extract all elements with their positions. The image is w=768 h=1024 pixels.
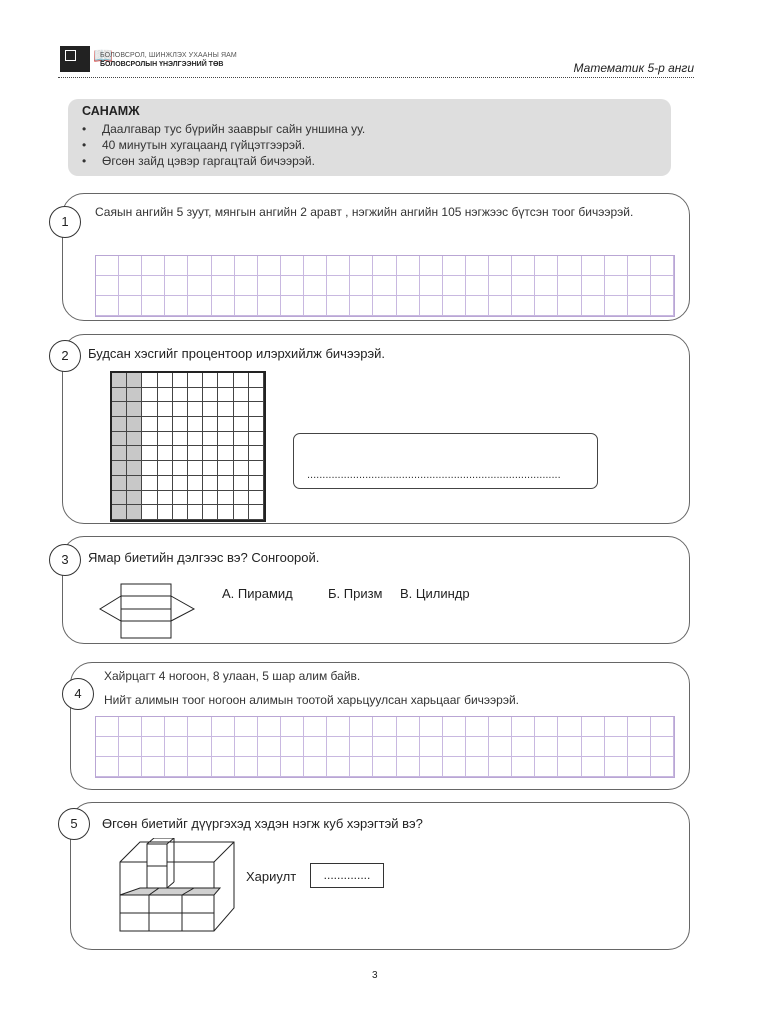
grid-cell[interactable]: [258, 757, 281, 777]
shaded-cell: [112, 505, 127, 520]
grid-cell[interactable]: [119, 737, 142, 757]
shaded-cell: [127, 417, 142, 432]
org-name-line1: БОЛОВСРОЛ, ШИНЖЛЭХ УХААНЫ ЯАМ: [100, 52, 237, 59]
grid-cell[interactable]: [350, 757, 373, 777]
grid-cell[interactable]: [96, 717, 119, 737]
grid-cell[interactable]: [420, 296, 443, 316]
shaded-cell: [112, 417, 127, 432]
grid-cell[interactable]: [142, 737, 165, 757]
grid-cell[interactable]: [235, 276, 258, 296]
grid-cell[interactable]: [651, 276, 674, 296]
question-text: Саяын ангийн 5 зуут, мянгын ангийн 2 аравт , нэгжийн ангийн 105 нэгжээс бүтсэн тоог бичээрэй.: [95, 205, 634, 219]
unshaded-cell: [234, 388, 249, 403]
unshaded-cell: [173, 446, 188, 461]
grid-cell[interactable]: [96, 737, 119, 757]
grid-cell[interactable]: [558, 737, 581, 757]
grid-cell[interactable]: [165, 717, 188, 737]
unshaded-cell: [158, 491, 173, 506]
unshaded-cell: [234, 461, 249, 476]
grid-cell[interactable]: [512, 256, 535, 276]
unshaded-cell: [142, 461, 157, 476]
grid-cell[interactable]: [443, 717, 466, 737]
grid-cell[interactable]: [281, 256, 304, 276]
grid-cell[interactable]: [212, 256, 235, 276]
grid-cell[interactable]: [373, 757, 396, 777]
unshaded-cell: [234, 476, 249, 491]
grid-cell[interactable]: [188, 296, 211, 316]
grid-cell[interactable]: [350, 256, 373, 276]
grid-cell[interactable]: [212, 757, 235, 777]
unshaded-cell: [158, 446, 173, 461]
grid-cell[interactable]: [373, 256, 396, 276]
grid-cell[interactable]: [628, 256, 651, 276]
grid-cell[interactable]: [558, 296, 581, 316]
question-text: Ямар биетийн дэлгээс вэ? Сонгоорой.: [88, 550, 320, 565]
grid-cell[interactable]: [165, 737, 188, 757]
subject-title: Математик 5-р анги: [573, 61, 694, 75]
unshaded-cell: [158, 432, 173, 447]
unshaded-cell: [158, 417, 173, 432]
unshaded-cell: [218, 417, 233, 432]
unshaded-cell: [158, 476, 173, 491]
grid-cell[interactable]: [512, 737, 535, 757]
unshaded-cell: [218, 476, 233, 491]
grid-cell[interactable]: [605, 296, 628, 316]
notice-item: • Өгсөн зайд цэвэр гаргацтай бичээрэй.: [82, 154, 315, 168]
grid-cell[interactable]: [304, 737, 327, 757]
grid-cell[interactable]: [489, 717, 512, 737]
shaded-cell: [112, 432, 127, 447]
unshaded-cell: [218, 491, 233, 506]
grid-cell[interactable]: [466, 296, 489, 316]
answer-dots: ...................................................................................: [307, 469, 561, 481]
grid-cell[interactable]: [142, 256, 165, 276]
question-text-line2: Нийт алимын тоог ногоон алимын тоотой харьцуулсан харьцааг бичээрэй.: [104, 693, 520, 707]
unshaded-cell: [188, 505, 203, 520]
cube-box-figure: [114, 838, 240, 934]
grid-cell[interactable]: [651, 757, 674, 777]
unshaded-cell: [234, 505, 249, 520]
grid-cell[interactable]: [651, 256, 674, 276]
grid-cell[interactable]: [489, 737, 512, 757]
shaded-cell: [127, 373, 142, 388]
grid-cell[interactable]: [535, 276, 558, 296]
unshaded-cell: [142, 476, 157, 491]
unshaded-cell: [142, 388, 157, 403]
grid-cell[interactable]: [212, 296, 235, 316]
shaded-cell: [127, 461, 142, 476]
grid-cell[interactable]: [119, 717, 142, 737]
grid-cell[interactable]: [119, 296, 142, 316]
grid-cell[interactable]: [535, 717, 558, 737]
grid-cell[interactable]: [373, 737, 396, 757]
unshaded-cell: [188, 417, 203, 432]
answer-field[interactable]: ..............: [310, 863, 384, 888]
unshaded-cell: [234, 373, 249, 388]
grid-cell[interactable]: [188, 757, 211, 777]
grid-cell[interactable]: [281, 757, 304, 777]
grid-cell[interactable]: [212, 737, 235, 757]
shaded-cell: [127, 476, 142, 491]
grid-cell[interactable]: [558, 276, 581, 296]
bullet-icon: •: [82, 138, 87, 152]
grid-cell[interactable]: [119, 757, 142, 777]
grid-cell[interactable]: [651, 737, 674, 757]
unshaded-cell: [203, 505, 218, 520]
unshaded-cell: [203, 476, 218, 491]
shaded-cell: [112, 373, 127, 388]
grid-cell[interactable]: [212, 717, 235, 737]
unshaded-cell: [142, 373, 157, 388]
unshaded-cell: [142, 491, 157, 506]
grid-cell[interactable]: [397, 276, 420, 296]
grid-cell[interactable]: [258, 296, 281, 316]
grid-cell[interactable]: [466, 276, 489, 296]
unshaded-cell: [234, 417, 249, 432]
grid-cell[interactable]: [165, 296, 188, 316]
shaded-cell: [112, 388, 127, 403]
question-text-line1: Хайрцагт 4 ногоон, 8 улаан, 5 шар алим байв.: [104, 669, 361, 683]
prism-net-figure: [98, 580, 200, 640]
unshaded-cell: [234, 432, 249, 447]
grid-cell[interactable]: [628, 296, 651, 316]
unshaded-cell: [203, 388, 218, 403]
unshaded-cell: [249, 461, 264, 476]
grid-cell[interactable]: [350, 737, 373, 757]
grid-cell[interactable]: [397, 296, 420, 316]
shaded-cell: [112, 461, 127, 476]
unshaded-cell: [234, 402, 249, 417]
unshaded-cell: [203, 446, 218, 461]
option-c[interactable]: В. Цилиндр: [400, 586, 470, 601]
grid-cell[interactable]: [96, 757, 119, 777]
shaded-cell: [112, 402, 127, 417]
unshaded-cell: [218, 388, 233, 403]
grid-cell[interactable]: [605, 256, 628, 276]
grid-cell[interactable]: [420, 757, 443, 777]
grid-cell[interactable]: [628, 737, 651, 757]
grid-cell[interactable]: [212, 276, 235, 296]
grid-cell[interactable]: [397, 757, 420, 777]
unshaded-cell: [234, 446, 249, 461]
grid-cell[interactable]: [350, 296, 373, 316]
question-number: 2: [49, 340, 81, 372]
unshaded-cell: [203, 432, 218, 447]
grid-cell[interactable]: [373, 296, 396, 316]
grid-cell[interactable]: [281, 296, 304, 316]
grid-cell[interactable]: [443, 757, 466, 777]
grid-cell[interactable]: [258, 276, 281, 296]
shaded-cell: [127, 388, 142, 403]
question-number: 3: [49, 544, 81, 576]
grid-cell[interactable]: [142, 296, 165, 316]
unshaded-cell: [249, 432, 264, 447]
grid-cell[interactable]: [582, 757, 605, 777]
unshaded-cell: [188, 476, 203, 491]
grid-cell[interactable]: [489, 256, 512, 276]
grid-cell[interactable]: [188, 717, 211, 737]
grid-cell[interactable]: [558, 256, 581, 276]
unshaded-cell: [249, 446, 264, 461]
question-text: Өгсөн биетийг дүүргэхэд хэдэн нэгж куб хэрэгтэй вэ?: [102, 816, 423, 831]
grid-cell[interactable]: [582, 717, 605, 737]
unshaded-cell: [173, 505, 188, 520]
unshaded-cell: [188, 432, 203, 447]
unshaded-cell: [173, 491, 188, 506]
header-divider: [58, 77, 694, 78]
grid-cell[interactable]: [142, 757, 165, 777]
unshaded-cell: [188, 402, 203, 417]
grid-cell[interactable]: [582, 256, 605, 276]
answer-grid[interactable]: [95, 716, 675, 778]
grid-cell[interactable]: [535, 757, 558, 777]
question-number: 1: [49, 206, 81, 238]
grid-cell[interactable]: [373, 276, 396, 296]
grid-cell[interactable]: [96, 256, 119, 276]
grid-cell[interactable]: [142, 717, 165, 737]
unshaded-cell: [249, 417, 264, 432]
grid-cell[interactable]: [304, 757, 327, 777]
grid-cell[interactable]: [489, 757, 512, 777]
unshaded-cell: [249, 476, 264, 491]
unshaded-cell: [173, 476, 188, 491]
unshaded-cell: [173, 461, 188, 476]
notice-item: • 40 минутын хугацаанд гүйцэтгээрэй.: [82, 138, 306, 152]
grid-cell[interactable]: [466, 717, 489, 737]
grid-cell[interactable]: [628, 757, 651, 777]
grid-cell[interactable]: [327, 717, 350, 737]
unshaded-cell: [218, 373, 233, 388]
question-number: 4: [62, 678, 94, 710]
grid-cell[interactable]: [605, 757, 628, 777]
unshaded-cell: [249, 491, 264, 506]
grid-cell[interactable]: [420, 717, 443, 737]
grid-cell[interactable]: [397, 717, 420, 737]
grid-cell[interactable]: [142, 276, 165, 296]
grid-cell[interactable]: [350, 276, 373, 296]
grid-cell[interactable]: [420, 256, 443, 276]
grid-cell[interactable]: [96, 296, 119, 316]
grid-cell[interactable]: [535, 296, 558, 316]
grid-cell[interactable]: [327, 296, 350, 316]
unshaded-cell: [158, 373, 173, 388]
unshaded-cell: [173, 373, 188, 388]
notice-item: • Даалгавар тус бүрийн зааврыг сайн уншина уу.: [82, 122, 366, 136]
unshaded-cell: [188, 461, 203, 476]
grid-cell[interactable]: [535, 256, 558, 276]
bullet-icon: •: [82, 122, 87, 136]
unshaded-cell: [173, 432, 188, 447]
grid-cell[interactable]: [443, 256, 466, 276]
unshaded-cell: [173, 388, 188, 403]
grid-cell[interactable]: [165, 757, 188, 777]
unshaded-cell: [203, 373, 218, 388]
option-b[interactable]: Б. Призм: [328, 586, 383, 601]
grid-cell[interactable]: [628, 717, 651, 737]
grid-cell[interactable]: [281, 737, 304, 757]
grid-cell[interactable]: [443, 276, 466, 296]
grid-cell[interactable]: [258, 717, 281, 737]
grid-cell[interactable]: [466, 737, 489, 757]
shaded-cell: [127, 402, 142, 417]
grid-cell[interactable]: [188, 737, 211, 757]
grid-cell[interactable]: [235, 757, 258, 777]
grid-cell[interactable]: [165, 256, 188, 276]
grid-cell[interactable]: [512, 757, 535, 777]
grid-cell[interactable]: [188, 276, 211, 296]
question-text: Будсан хэсгийг процентоор илэрхийлж бичээрэй.: [88, 346, 385, 361]
grid-cell[interactable]: [304, 276, 327, 296]
grid-cell[interactable]: [373, 717, 396, 737]
unshaded-cell: [203, 417, 218, 432]
grid-cell[interactable]: [304, 717, 327, 737]
grid-cell[interactable]: [304, 256, 327, 276]
bullet-icon: •: [82, 154, 87, 168]
grid-cell[interactable]: [535, 737, 558, 757]
grid-cell[interactable]: [96, 276, 119, 296]
grid-cell[interactable]: [582, 276, 605, 296]
grid-cell[interactable]: [605, 276, 628, 296]
page-number: 3: [372, 970, 378, 981]
unshaded-cell: [203, 461, 218, 476]
unshaded-cell: [158, 505, 173, 520]
unshaded-cell: [218, 402, 233, 417]
unshaded-cell: [249, 505, 264, 520]
grid-cell[interactable]: [119, 256, 142, 276]
shaded-cell: [127, 491, 142, 506]
grid-cell[interactable]: [350, 717, 373, 737]
unshaded-cell: [188, 491, 203, 506]
unshaded-cell: [234, 491, 249, 506]
grid-cell[interactable]: [512, 276, 535, 296]
unshaded-cell: [203, 491, 218, 506]
shaded-cell: [112, 476, 127, 491]
grid-cell[interactable]: [443, 296, 466, 316]
unshaded-cell: [173, 402, 188, 417]
grid-cell[interactable]: [651, 296, 674, 316]
unshaded-cell: [218, 432, 233, 447]
shaded-cell: [127, 432, 142, 447]
unshaded-cell: [218, 446, 233, 461]
grid-cell[interactable]: [188, 256, 211, 276]
question-number: 5: [58, 808, 90, 840]
grid-cell[interactable]: [443, 737, 466, 757]
grid-cell[interactable]: [327, 256, 350, 276]
unshaded-cell: [142, 505, 157, 520]
unshaded-cell: [142, 402, 157, 417]
grid-cell[interactable]: [258, 737, 281, 757]
grid-cell[interactable]: [558, 757, 581, 777]
unshaded-cell: [142, 432, 157, 447]
grid-cell[interactable]: [628, 276, 651, 296]
unshaded-cell: [188, 373, 203, 388]
grid-cell[interactable]: [420, 276, 443, 296]
grid-cell[interactable]: [119, 276, 142, 296]
grid-cell[interactable]: [235, 717, 258, 737]
grid-cell[interactable]: [397, 737, 420, 757]
grid-cell[interactable]: [235, 256, 258, 276]
shaded-cell: [112, 491, 127, 506]
grid-cell[interactable]: [466, 757, 489, 777]
unshaded-cell: [158, 461, 173, 476]
grid-cell[interactable]: [281, 276, 304, 296]
grid-cell[interactable]: [304, 296, 327, 316]
book-logo-icon: 📖: [93, 48, 113, 65]
shaded-cell: [112, 446, 127, 461]
unshaded-cell: [249, 388, 264, 403]
grid-cell[interactable]: [651, 717, 674, 737]
grid-cell[interactable]: [512, 717, 535, 737]
ministry-logo-icon: [60, 46, 90, 72]
org-name-line2: БОЛОВСРОЛЫН ҮНЭЛГЭЭНИЙ ТӨВ: [100, 61, 224, 68]
grid-cell[interactable]: [258, 256, 281, 276]
grid-cell[interactable]: [327, 737, 350, 757]
unshaded-cell: [218, 505, 233, 520]
unshaded-cell: [158, 388, 173, 403]
grid-cell[interactable]: [558, 717, 581, 737]
grid-cell[interactable]: [489, 296, 512, 316]
shaded-cell: [127, 446, 142, 461]
unshaded-cell: [142, 446, 157, 461]
grid-cell[interactable]: [605, 717, 628, 737]
unshaded-cell: [142, 417, 157, 432]
grid-cell[interactable]: [397, 256, 420, 276]
unshaded-cell: [203, 402, 218, 417]
shaded-cell: [127, 505, 142, 520]
grid-cell[interactable]: [235, 737, 258, 757]
notice-title: САНАМЖ: [82, 104, 140, 118]
unshaded-cell: [188, 446, 203, 461]
grid-cell[interactable]: [420, 737, 443, 757]
grid-cell[interactable]: [466, 256, 489, 276]
grid-cell[interactable]: [327, 276, 350, 296]
option-a[interactable]: А. Пирамид: [222, 586, 293, 601]
grid-cell[interactable]: [582, 737, 605, 757]
unshaded-cell: [188, 388, 203, 403]
unshaded-cell: [249, 402, 264, 417]
unshaded-cell: [218, 461, 233, 476]
unshaded-cell: [173, 417, 188, 432]
grid-cell[interactable]: [165, 276, 188, 296]
hundred-square-grid: [110, 371, 266, 522]
grid-cell[interactable]: [605, 737, 628, 757]
answer-label: Хариулт: [246, 869, 297, 884]
grid-cell[interactable]: [281, 717, 304, 737]
unshaded-cell: [158, 402, 173, 417]
grid-cell[interactable]: [327, 757, 350, 777]
unshaded-cell: [249, 373, 264, 388]
answer-grid[interactable]: [95, 255, 675, 317]
grid-cell[interactable]: [512, 296, 535, 316]
grid-cell[interactable]: [235, 296, 258, 316]
grid-cell[interactable]: [582, 296, 605, 316]
grid-cell[interactable]: [489, 276, 512, 296]
